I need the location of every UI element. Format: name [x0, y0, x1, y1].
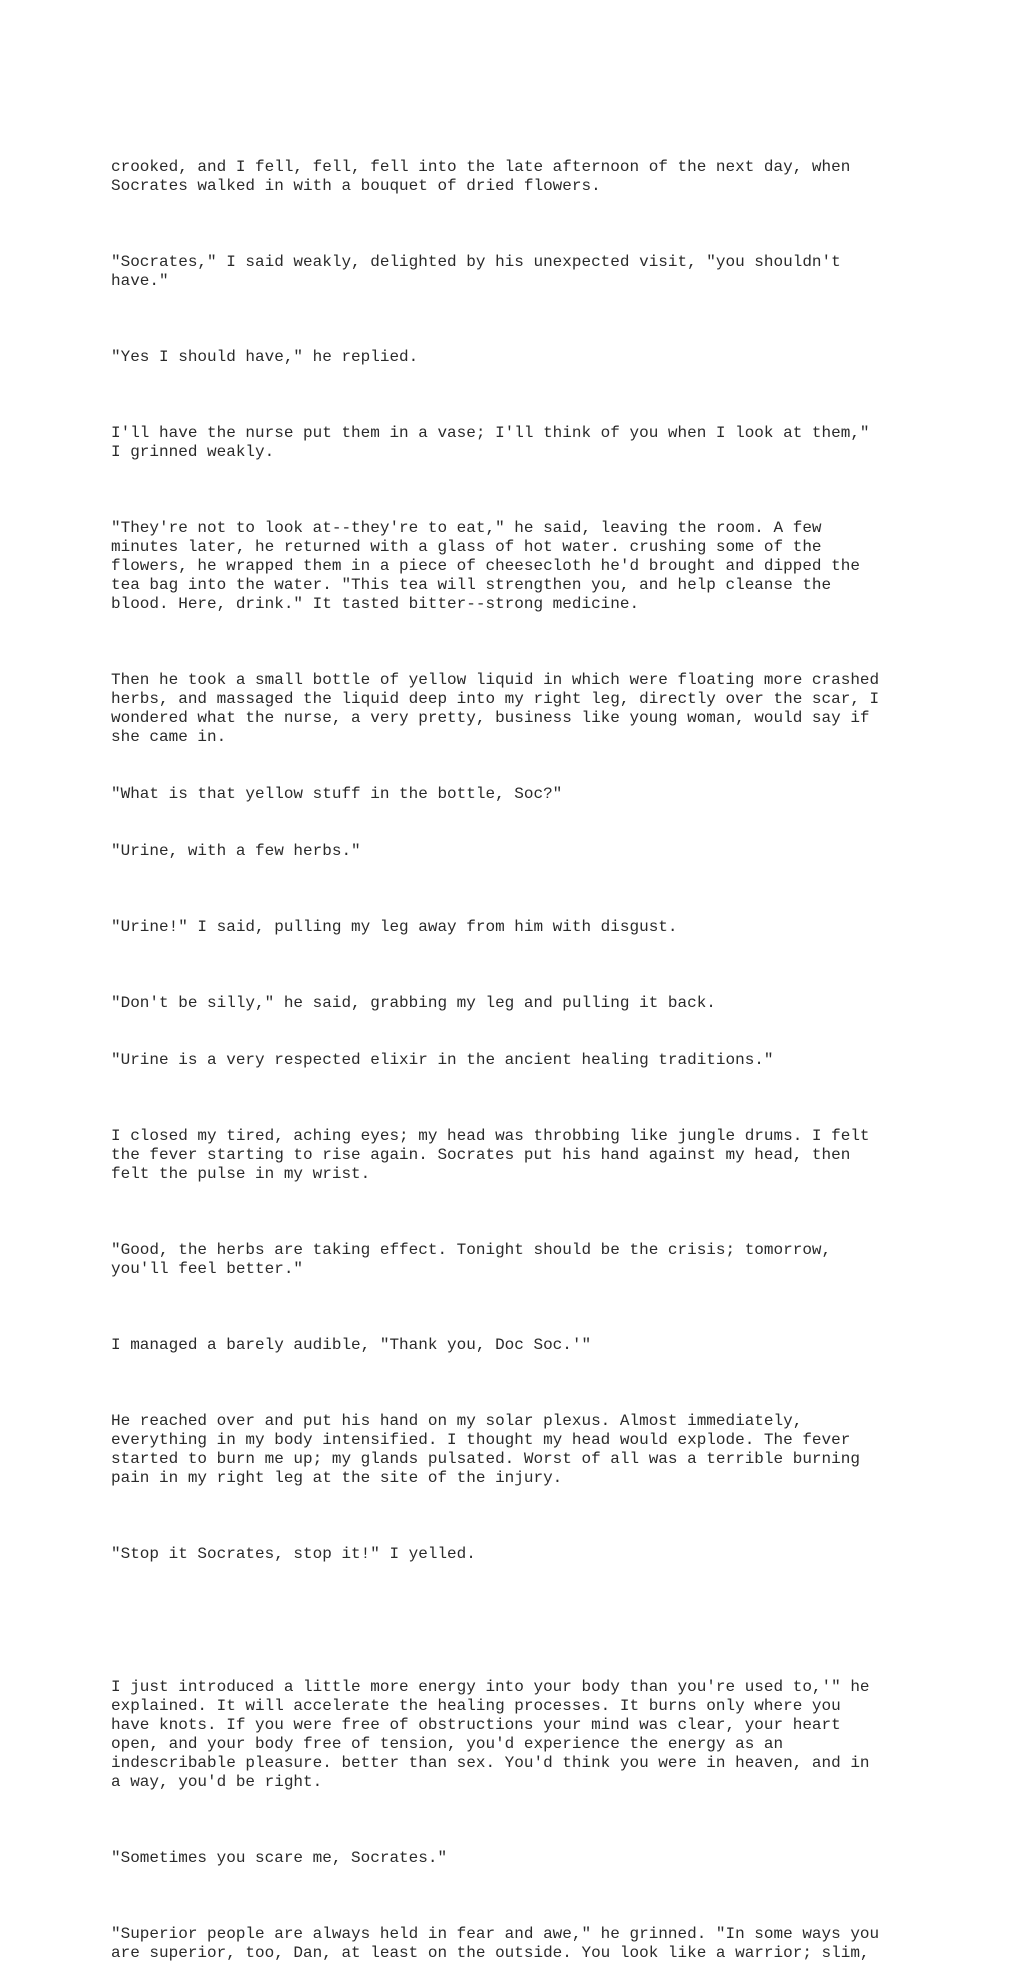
paragraph-9: "Urine!" I said, pulling my leg away from him with disgust.: [111, 918, 678, 936]
paragraph-8: "Urine, with a few herbs.": [111, 842, 361, 860]
paragraph-17: I just introduced a little more energy into your body than you're used to,'" he explained. It will accelerate the healing processes. It burns only where you have knots. If you were free of obstructions your mind was clear, your heart open, and your body free of tension, you'd experience the energy as an indescribable pleasure. better than sex. You'd think you were in heaven, and in a way, you'd be right.: [111, 1678, 870, 1791]
paragraph-19: "Superior people are always held in fear and awe," he grinned. "In some ways you are superior, too, Dan, at least on the outside. You look like a warrior; slim,: [111, 1925, 880, 1962]
document-page: [111, 120, 941, 1982]
paragraph-18: "Sometimes you scare me, Socrates.": [111, 1849, 448, 1867]
paragraph-6: Then he took a small bottle of yellow liquid in which were floating more crashed herbs, and massaged the liquid deep into my right leg, directly over the scar, I wondered what the nurse, a very pretty, business like young woman, would say if she came in.: [111, 671, 880, 746]
paragraph-1: crooked, and I fell, fell, fell into the late afternoon of the next day, when Socrates walked in with a bouquet of dried flowers.: [111, 158, 851, 195]
paragraph-7: "What is that yellow stuff in the bottle, Soc?": [111, 785, 563, 803]
paragraph-13: "Good, the herbs are taking effect. Tonight should be the crisis; tomorrow, you'll feel better.": [111, 1241, 832, 1278]
paragraph-10: "Don't be silly," he said, grabbing my leg and pulling it back.: [111, 994, 716, 1012]
paragraph-4: I'll have the nurse put them in a vase; I'll think of you when I look at them," I grinned weakly.: [111, 424, 870, 461]
paragraph-14: I managed a barely audible, "Thank you, Doc Soc.'": [111, 1336, 592, 1354]
paragraph-2: "Socrates," I said weakly, delighted by his unexpected visit, "you shouldn't have.": [111, 253, 841, 290]
paragraph-3: "Yes I should have," he replied.: [111, 348, 419, 366]
paragraph-15: He reached over and put his hand on my solar plexus. Almost immediately, everything in my body intensified. I thought my head would explode. The fever started to burn me up; my glands pulsated. Worst of all was a terrible burning pain in my right leg at the site of the injury.: [111, 1412, 860, 1487]
paragraph-16: "Stop it Socrates, stop it!" I yelled.: [111, 1545, 476, 1563]
paragraph-11: "Urine is a very respected elixir in the ancient healing traditions.": [111, 1051, 774, 1069]
blank-gap: [111, 1602, 941, 1640]
paragraph-5: "They're not to look at--they're to eat," he said, leaving the room. A few minutes later, he returned with a glass of hot water. crushing some of the flowers, he wrapped them in a piece of cheesecloth he'd brought and dipped the tea bag into the water. "This tea will strengthen you, and help cleanse the blood. Here, drink." It tasted bitter--strong medicine.: [111, 519, 860, 613]
paragraph-12: I closed my tired, aching eyes; my head was throbbing like jungle drums. I felt the fever starting to rise again. Socrates put his hand against my head, then felt the pulse in my wrist.: [111, 1127, 870, 1183]
